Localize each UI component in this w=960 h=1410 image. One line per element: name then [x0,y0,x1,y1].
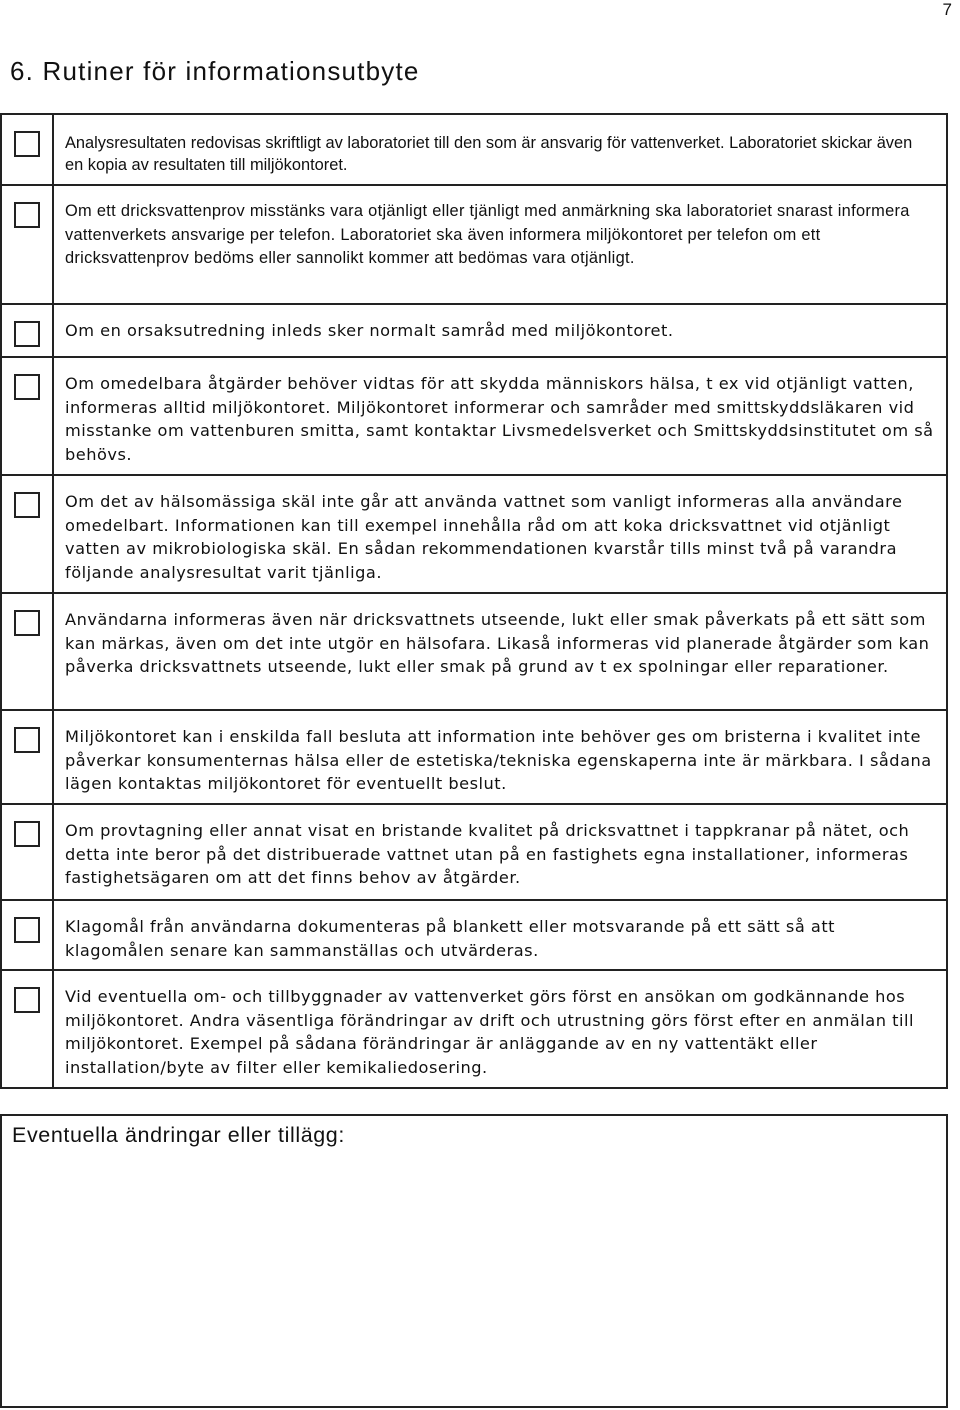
checklist-row [1,804,947,900]
item-text: Miljökontoret kan i enskilda fall besluta att information inte behöver ges om bristerna i kvalitet inte påverkar konsumenternas hälsa eller de estetiska/tekniska egenskaperna inte är märkbara. I sådana lägen kontaktas miljökontoret för eventuellt beslut. [65,727,932,794]
item-text: Om det av hälsomässiga skäl inte går att använda vattnet som vanligt informeras alla användare omedelbart. Informationen kan till exempel innehålla råd om att koka dricksvattnet vid otjänligt vatten av mikrobiologiska skäl. En sådan rekommendationen kvarstår tills minst två på varandra följande analysresultat varit tjänliga. [65,492,903,582]
notes-box[interactable] [0,1114,948,1408]
checkbox[interactable] [14,202,40,228]
item-text: Om ett dricksvattenprov misstänks vara otjänligt eller tjänligt med anmärkning ska laboratoriet snarast informera vattenverkets ansvarige per telefon. Laboratoriet ska även informera miljökontoret per telefon om ett dricksvattenprov bedöms eller sannolikt kommer att bedömas vara otjänligt. [65,202,910,268]
text-cell [53,304,947,357]
checkbox[interactable] [14,610,40,636]
checkbox-cell [1,900,53,970]
item-text: Om omedelbara åtgärder behöver vidtas för att skydda människors hälsa, t ex vid otjänligt vatten, informeras alltid miljökontoret. Miljökontoret informerar och samråder med smittskyddsläkaren vid misstanke om vattenburen smitta, samt kontaktar Livsmedelsverket och Smittskyddsinstitutet om så behövs. [65,374,934,464]
text-cell [53,475,947,593]
item-text: Användarna informeras även när dricksvattnets utseende, lukt eller smak påverkats på ett sätt som kan märkas, även om det inte utgör en hälsofara. Likaså informeras vid planerade åtgärder som kan påverka dricksvattnets utseende, lukt eller smak på grund av t ex spolningar eller reparationer. [65,610,930,677]
checkbox[interactable] [14,917,40,943]
checklist-row [1,185,947,304]
checklist-row [1,114,947,185]
checklist-row [1,710,947,804]
checkbox-cell [1,475,53,593]
page-number: 7 [942,0,952,19]
text-cell [53,804,947,900]
checkbox[interactable] [14,492,40,518]
text-cell [53,357,947,475]
checkbox[interactable] [14,374,40,400]
text-cell [53,900,947,970]
checkbox[interactable] [14,727,40,753]
checklist-row [1,304,947,357]
checkbox-cell [1,357,53,475]
checklist-row [1,900,947,970]
checkbox-cell [1,710,53,804]
checkbox-cell [1,970,53,1088]
checkbox[interactable] [14,131,40,157]
checkbox-cell [1,114,53,185]
text-cell [53,593,947,710]
item-text: Om en orsaksutredning inleds sker normalt samråd med miljökontoret. [65,321,674,340]
checkbox-cell [1,593,53,710]
text-cell [53,114,947,185]
checkbox-cell [1,804,53,900]
text-cell [53,185,947,304]
text-cell [53,970,947,1088]
checkbox-cell [1,185,53,304]
checklist-row [1,593,947,710]
checkbox-cell [1,304,53,357]
item-text: Analysresultaten redovisas skriftligt av laboratoriet till den som är ansvarig för vattenverket. Laboratoriet skickar även en kopia av resultaten till miljökontoret. [65,134,913,174]
checkbox[interactable] [14,321,40,347]
item-text: Klagomål från användarna dokumenteras på blankett eller motsvarande på ett sätt så att klagomålen senare kan sammanställas och utvärderas. [65,917,836,960]
checklist-row [1,475,947,593]
routine-checklist [0,113,948,1089]
checkbox[interactable] [14,987,40,1013]
item-text: Om provtagning eller annat visat en bristande kvalitet på dricksvattnet i tappkranar på nätet, och detta inte beror på det distribuerade vattnet utan på en fastighets egna installationer, informeras fastighetsägaren om att det finns behov av åtgärder. [65,821,910,888]
checklist-row [1,970,947,1088]
text-cell [53,710,947,804]
section-title: 6. Rutiner för informationsutbyte [10,56,420,86]
item-text: Vid eventuella om- och tillbyggnader av vattenverket görs först en ansökan om godkännande hos miljökontoret. Andra väsentliga förändringar av drift och utrustning görs först efter en anmälan till miljökontoret. Exempel på sådana förändringar är anläggande av en ny vattentäkt eller installation/byte av filter eller kemikaliedosering. [65,987,914,1077]
checklist-row [1,357,947,475]
notes-label: Eventuella ändringar eller tillägg: [12,1123,345,1147]
checkbox[interactable] [14,821,40,847]
